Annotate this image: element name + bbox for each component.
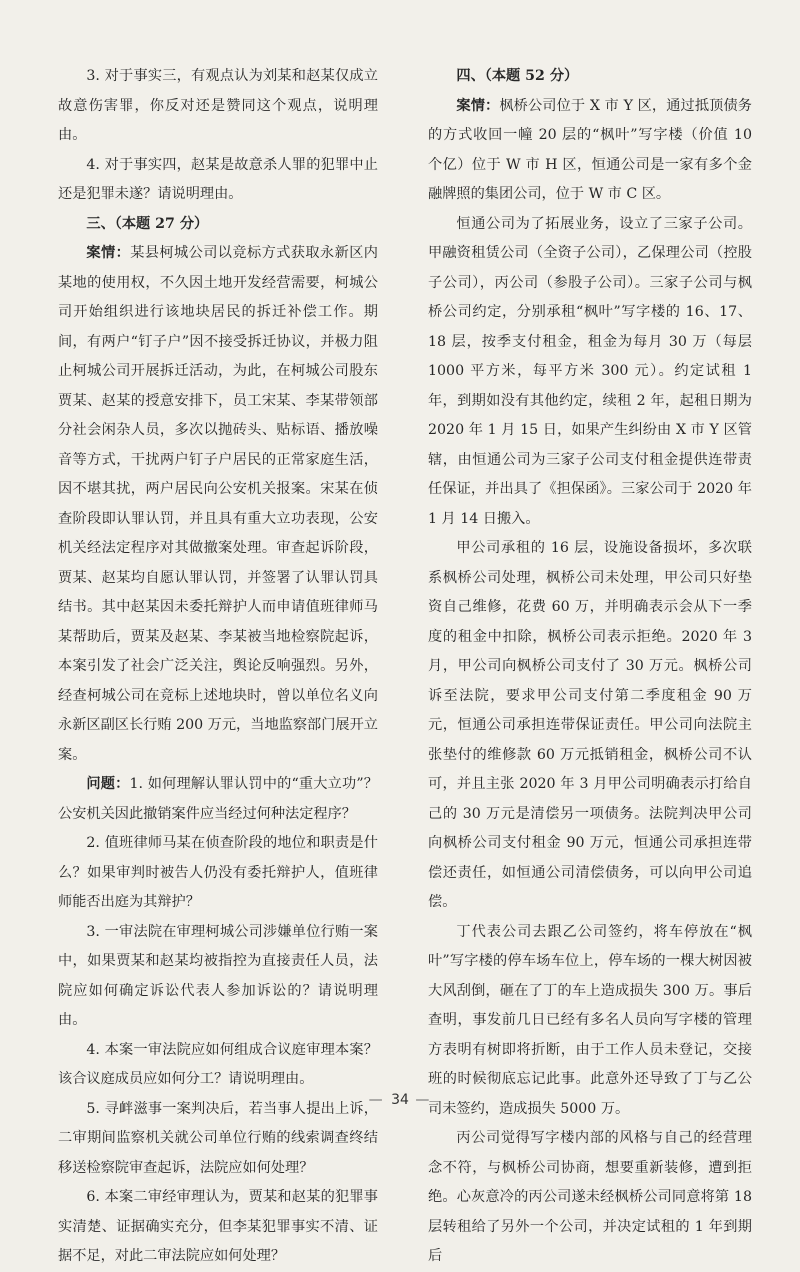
case-label: 案情： (456, 97, 500, 114)
right-column (428, 62, 752, 1272)
section-3-question-3: 3. 一审法院在审理柯城公司涉嫌单位行贿一案中，如果贾某和赵某均被指控为直接责任人员，法院应如何确定诉讼代表人参加诉讼的？请说明理由。 (58, 923, 378, 1028)
page-number: 34 (391, 1092, 409, 1108)
page-footer (0, 1092, 800, 1108)
section-3-question-2: 2. 值班律师马某在侦查阶段的地位和职责是什么？如果审判时被告人仍没有委托辩护人，值班律师能否出庭为其辩护？ (58, 835, 378, 910)
section-4-heading: 四、（本题 52 分） (456, 68, 579, 84)
section-3-question-6: 6. 本案二审经审理认为，贾某和赵某的犯罪事实清楚、证据确实充分，但李某犯罪事实不清、证据不足，对此二审法院应如何处理？ (58, 1189, 378, 1264)
question-4-prev: 4. 对于事实四，赵某是故意杀人罪的犯罪中止还是犯罪未遂？请说明理由。 (58, 156, 378, 202)
section-3-heading: 三、（本题 27 分） (86, 215, 209, 232)
case-text: 某县柯城公司以竞标方式获取永新区内某地的使用权，不久因土地开发经营需要，柯城公司开始组织进行该地块居民的拆迁补偿工作。期间，有两户“钉子户”因不接受拆迁协议，并极力阻止柯城公司开展拆迁活动，为此，在柯城公司股东贾某、赵某的授意安排下，员工宋某、李某带领部分社会闲杂人员，多次以抛砖头、贴标语、播放噪音等方式，干扰两户钉子户居民的正常家庭生活，因不堪其扰，两户居民向公安机关报案。宋某在侦查阶段即认罪认罚，并且具有重大立功表现，公安机关经法定程序对其做撤案处理。审查起诉阶段，贾某、赵某均自愿认罪认罚，并签署了认罪认罚具结书。其中赵某因未委托辩护人而申请值班律师马某帮助后，贾某及赵某、李某被当地检察院起诉，本案引发了社会广泛关注，舆论反响强烈。另外，经查柯城公司在竞标上述地块时，曾以单位名义向永新区副区长行贿 200 万元，当地监察部门展开立案。 (58, 245, 378, 763)
section-3-question-1 (58, 770, 378, 829)
case-text: 枫桥公司位于 X 市 Y 区，通过抵顶债务的方式收回一幢 20 层的“枫叶”写字楼（价值 10 个亿）位于 W 市 H 区，恒通公司是一家有多个金融牌照的集团公司，位于 W 市 C 区。 (428, 97, 752, 202)
section-3-question-4: 4. 本案一审法院应如何组成合议庭审理本案？该合议庭成员应如何分工？请说明理由。 (58, 1041, 378, 1087)
section-4-paragraph-4: 丁代表公司去跟乙公司签约，将车停放在“枫叶”写字楼的停车场车位上，停车场的一棵大树因被大风刮倒，砸在了丁的车上造成损失 300 万。事后查明，事发前几日已经有多名人员向写字楼的管理方表明有树即将折断，由于工作人员未登记，交接班的时候彻底忘记此事。此意外还导致了丁与乙公司未签约，造成损失 5000 万。 (428, 923, 752, 1117)
questions-label: 问题： (86, 776, 130, 792)
question-3-prev: 3. 对于事实三，有观点认为刘某和赵某仅成立故意伤害罪，你反对还是赞同这个观点，说明理由。 (58, 68, 378, 143)
case-label: 案情： (86, 245, 131, 261)
section-4-paragraph-5: 丙公司觉得写字楼内部的风格与自己的经营理念不符，与枫桥公司协商，想要重新装修，遭到拒绝。心灰意冷的丙公司遂未经枫桥公司同意将第 18 层转租给了另外一个公司，并决定试租的 1 年到期后 (428, 1130, 752, 1264)
question-1-text: 1. 如何理解认罪认罚中的“重大立功”？公安机关因此撤销案件应当经过何种法定程序？ (58, 776, 378, 822)
section-3-case (58, 239, 378, 770)
section-3-question-5: 5. 寻衅滋事一案判决后，若当事人提出上诉，二审期间监察机关就公司单位行贿的线索调查终结移送检察院审查起诉，法院应如何处理？ (58, 1100, 378, 1176)
section-4-case (428, 92, 752, 210)
section-4-paragraph-3: 甲公司承租的 16 层，设施设备损坏，多次联系枫桥公司处理，枫桥公司未处理，甲公司只好垫资自己维修，花费 60 万，并明确表示会从下一季度的租金中扣除，枫桥公司表示拒绝。2020 年 3 月，甲公司向枫桥公司支付了 30 万元。枫桥公司诉至法院，要求甲公司支付第二季度租金 90 万元，恒通公司承担连带保证责任。甲公司向法院主张垫付的维修款 60 万元抵销租金，枫桥公司不认可，并且主张 2020 年 3 月甲公司明确表示打给自己的 30 万元是清偿另一项债务。法院判决甲公司向枫桥公司支付租金 90 万元，恒通公司承担连带偿还责任，如恒通公司清偿债务，可以向甲公司追偿。 (428, 540, 752, 910)
footer-dash-right: — (408, 1092, 432, 1108)
section-4-paragraph-2: 恒通公司为了拓展业务，设立了三家子公司。甲融资租赁公司（全资子公司），乙保理公司（控股子公司），丙公司（参股子公司）。三家子公司与枫桥公司约定，分别承租“枫叶”写字楼的 16、17、18 层，按季支付租金，租金为每月 30 万（每层 1000 平方米，每平方米 300 元）。约定试租 1 年，到期如没有其他约定，续租 2 年，起租日期为 2020 年 1 月 15 日，如果产生纠纷由 X 市 Y 区管辖，由恒通公司为三家子公司支付租金提供连带责任保证，并出具了《担保函》。三家公司于 2020 年 1 月 14 日搬入。 (428, 215, 752, 527)
left-column (58, 62, 378, 1272)
footer-dash-left: — (368, 1092, 392, 1108)
